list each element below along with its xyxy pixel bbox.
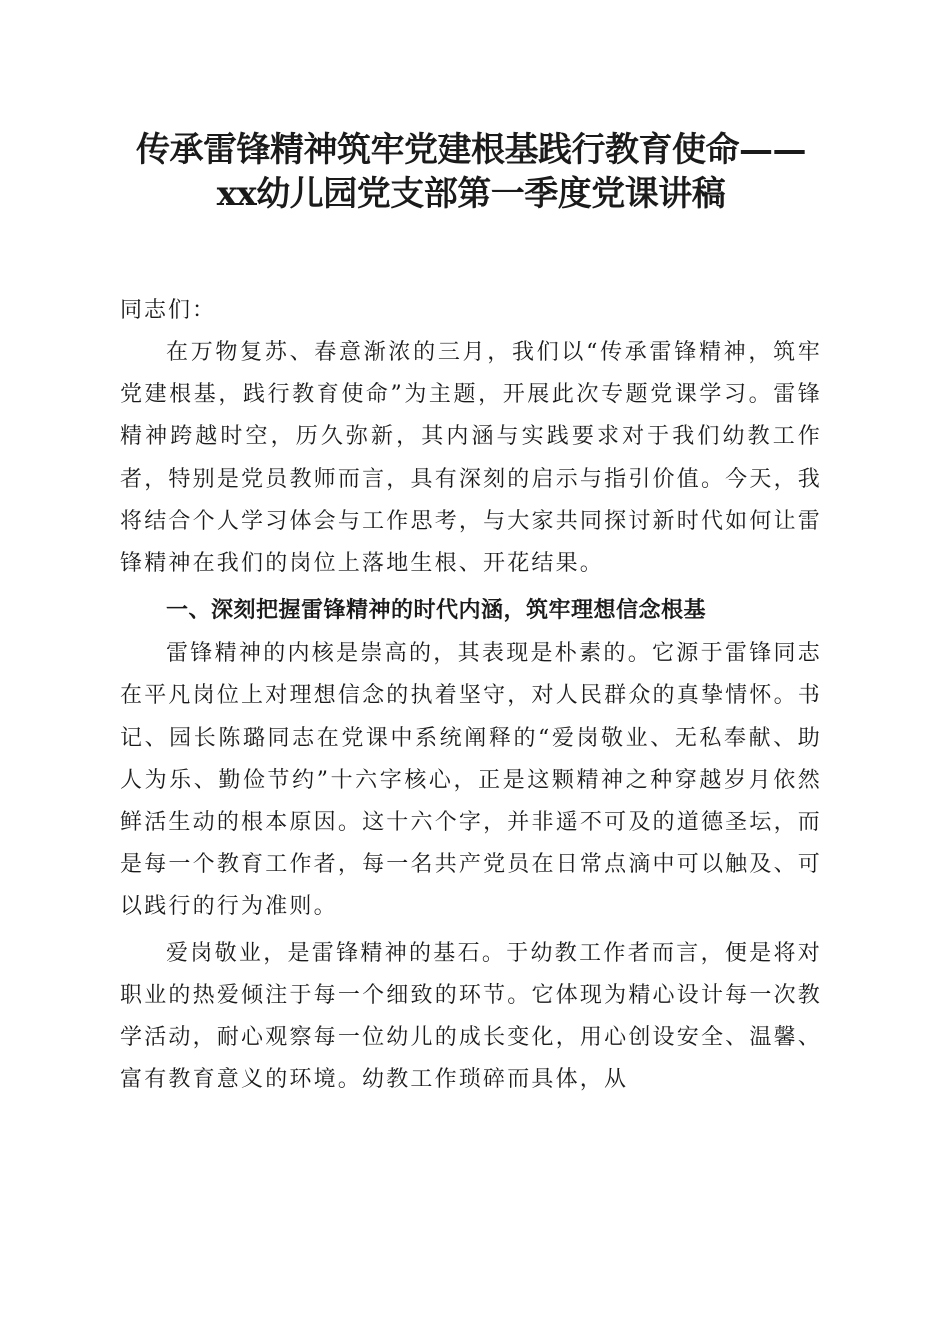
document-title <box>120 128 822 216</box>
document-page <box>120 128 822 1101</box>
paragraph-section1-a: 雷锋精神的内核是崇高的，其表现是朴素的。它源于雷锋同志在平凡岗位上对理想信念的执着坚守，对人民群众的真挚情怀。书记、园长陈璐同志在党课中系统阐释的“爱岗敬业、无私奉献、助人为乐、勤俭节约”十六字核心，正是这颗精神之种穿越岁月依然鲜活生动的根本原因。这十六个字，并非遥不可及的道德圣坛，而是每一个教育工作者，每一名共产党员在日常点滴中可以触及、可以践行的行为准则。 <box>120 641 822 920</box>
title-line-1: 传承雷锋精神筑牢党建根基践行教育使命—— <box>136 130 806 170</box>
paragraph-intro: 在万物复苏、春意渐浓的三月，我们以“传承雷锋精神，筑牢党建根基，践行教育使命”为主题，开展此次专题党课学习。雷锋精神跨越时空，历久弥新，其内涵与实践要求对于我们幼教工作者，特别是党员教师而言，具有深刻的启示与指引价值。今天，我将结合个人学习体会与工作思考，与大家共同探讨新时代如何让雷锋精神在我们的岗位上落地生根、开花结果。 <box>120 340 822 577</box>
title-line-2: xx幼儿园党支部第一季度党课讲稿 <box>216 174 726 214</box>
greeting: 同志们： <box>120 298 217 323</box>
section-heading-1: 一、深刻把握雷锋精神的时代内涵，筑牢理想信念根基 <box>166 598 707 624</box>
paragraph-section1-b: 爱岗敬业，是雷锋精神的基石。于幼教工作者而言，便是将对职业的热爱倾注于每一个细致的环节。它体现为精心设计每一次教学活动，耐心观察每一位幼儿的成长变化，用心创设安全、温馨、富有教育意义的环境。幼教工作琐碎而具体，从 <box>120 940 822 1093</box>
